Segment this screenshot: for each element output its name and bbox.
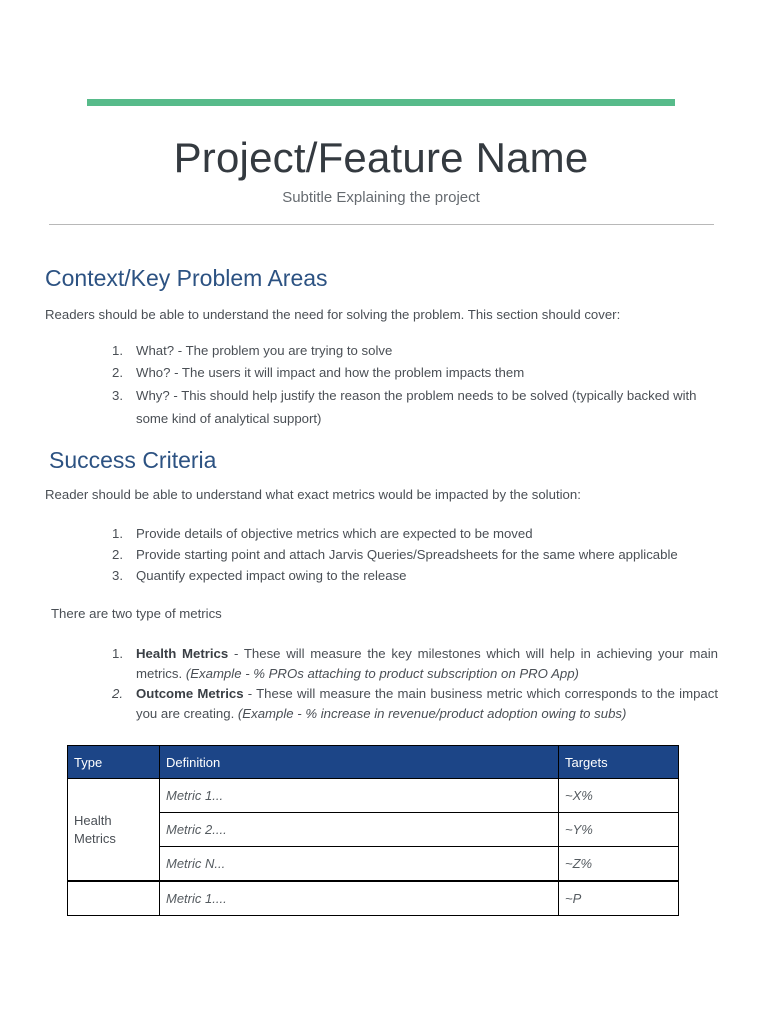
title-divider	[49, 224, 714, 225]
table-row	[68, 847, 679, 882]
list-item: 2. Provide starting point and attach Jarvis Queries/Spreadsheets for the same where applicable	[112, 547, 678, 562]
metric-types-list	[112, 644, 718, 724]
table-row	[68, 779, 679, 813]
type-cell	[68, 881, 160, 916]
definition-cell: Metric 2....	[160, 813, 559, 847]
accent-bar	[87, 99, 675, 106]
metric-example: (Example - % PROs attaching to product subscription on PRO App)	[185, 666, 579, 681]
target-cell: ~X%	[559, 779, 679, 813]
metrics-table	[67, 745, 679, 916]
metric-type-name: Health Metrics	[136, 646, 229, 661]
definition-cell: Metric 1....	[160, 881, 559, 916]
doc-subtitle: Subtitle Explaining the project	[282, 189, 480, 206]
context-heading: Context/Key Problem Areas	[45, 265, 328, 291]
success-intro: Reader should be able to understand what exact metrics would be impacted by the solution:	[45, 487, 581, 502]
target-cell: ~Z%	[559, 847, 679, 882]
header-type: Type	[68, 746, 160, 779]
type-cell: Health Metrics	[68, 779, 160, 882]
list-item: 1. What? - The problem you are trying to solve	[112, 343, 393, 358]
doc-title: Project/Feature Name	[173, 134, 589, 181]
list-item: 2. Who? - The users it will impact and how the problem impacts them	[112, 365, 525, 380]
list-item: 1. Health Metrics - These will measure the key milestones which will help in achieving your main metrics. (Example - % PROs attaching to product subscription on PRO App)	[112, 646, 718, 681]
target-cell: ~P	[559, 881, 679, 916]
definition-cell: Metric N...	[160, 847, 559, 882]
success-heading: Success Criteria	[49, 447, 217, 473]
context-list	[112, 340, 718, 430]
metric-type-name: Outcome Metrics	[136, 686, 244, 701]
metric-example: (Example - % increase in revenue/product adoption owing to subs)	[237, 706, 627, 721]
header-definition: Definition	[160, 746, 559, 779]
list-item: 3. Why? - This should help justify the reason the problem needs to be solved (typically backed with some kind of analytical support)	[112, 388, 697, 426]
context-intro: Readers should be able to understand the need for solving the problem. This section should cover:	[45, 307, 621, 322]
list-item: 3. Quantify expected impact owing to the release	[112, 568, 407, 583]
table-row	[68, 813, 679, 847]
table-header-row	[68, 746, 679, 779]
list-item: 1. Provide details of objective metrics which are expected to be moved	[112, 526, 533, 541]
target-cell: ~Y%	[559, 813, 679, 847]
metric-types-intro: There are two type of metrics	[51, 606, 222, 621]
header-targets: Targets	[559, 746, 679, 779]
list-item: 2. Outcome Metrics - These will measure the main business metric which corresponds to the impact you are creating. (Example - % increase in revenue/product adoption owing to subs)	[112, 686, 718, 721]
definition-cell: Metric 1...	[160, 779, 559, 813]
table-row	[68, 881, 679, 916]
success-list	[112, 523, 718, 586]
